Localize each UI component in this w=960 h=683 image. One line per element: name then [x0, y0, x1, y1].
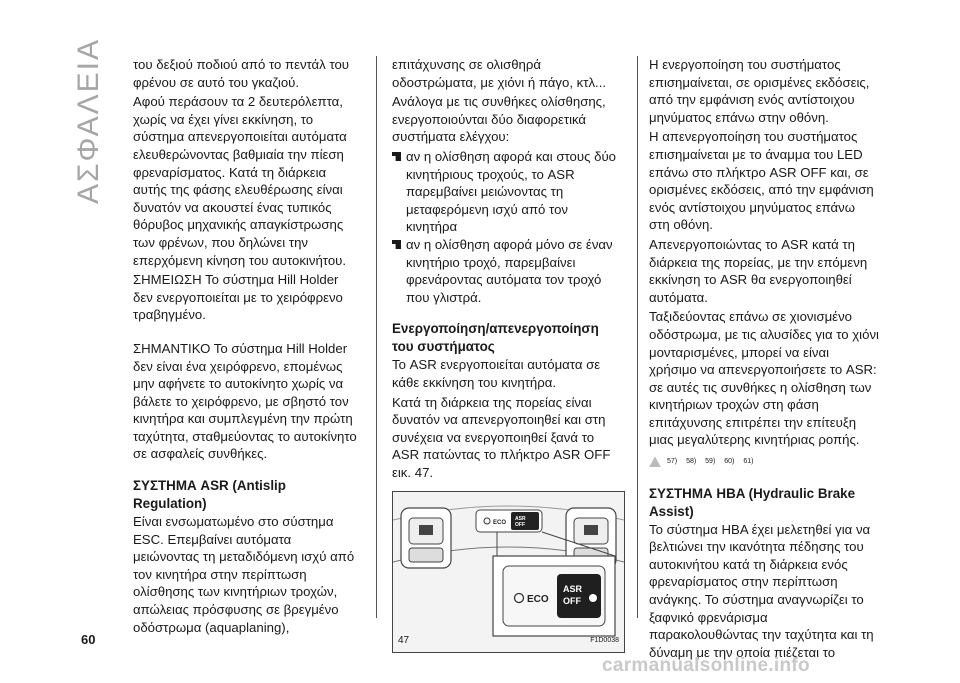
column-divider-2: [637, 56, 638, 618]
warning-ref: 59): [705, 458, 716, 466]
warning-references: [649, 453, 879, 471]
warning-ref: 57): [667, 458, 678, 466]
warning-ref: 58): [686, 458, 697, 466]
page-number: 60: [81, 632, 96, 647]
list-item-text: αν η ολίσθηση αφορά και στους δύο κινητήριους τροχούς, το ASR παρεμβαίνει μειώνοντας τη μεταφερόμενη ισχύ από τον κινητήρα: [406, 148, 616, 235]
paragraph: Είναι ενσωματωμένο στο σύστημα ESC. Επεμβαίνει αυτόματα μειώνοντας τη μεταδιδόμενη ισχύ από τον κινητήρα στην περίπτωση ολίσθησης των κινητήριων τροχών, απώλειας πρόσφυσης σε βρεγμένο οδόστρωμα (aquaplaning),: [133, 514, 355, 635]
warning-ref: 60): [724, 458, 735, 466]
asr-led-icon: [589, 594, 597, 602]
note-paragraph: ΣΗΜΕΙΩΣΗ Το σύστημα Hill Holder δεν ενεργοποιείται με το χειρόφρενο τραβηγμένο.: [133, 272, 343, 323]
paragraph: Ανάλογα με τις συνθήκες ολίσθησης, ενεργοποιούνται δύο διαφορετικά συστήματα ελέγχου:: [392, 94, 606, 145]
eco-label: ECO: [527, 594, 549, 606]
paragraph: Απενεργοποιώντας το ASR κατά τη διάρκεια της πορείας, με την επόμενη εκκίνηση το ASR θα ενεργοποιηθεί αυτόματα.: [649, 236, 868, 305]
important-paragraph: ΣΗΜΑΝΤΙΚΟ Το σύστημα Hill Holder δεν είναι ένα χειρόφρενο, επομένως μην αφήνετε το αυτοκίνητο χωρίς να βάλετε το χειρόφρενο, με σβηστό τον κινητήρα και συμπλεγμένη την πρώτη ταχύτητα, σταθμεύοντας το αυτοκίνητο σε ασφαλείς συνθήκες.: [133, 340, 357, 462]
small-off-label: OFF: [515, 522, 525, 529]
figure-asr-switch: [392, 491, 625, 653]
paragraph: Η ενεργοποίηση του συστήματος επισημαίνεται, σε ορισμένες εκδόσεις, από την εμφάνιση ενός αντίστοιχου μηνύματος επάνω στην οθόνη.: [649, 57, 870, 125]
paragraph: επιτάχυνσης σε ολισθηρά οδοστρώματα, με χιόνι ή πάγο, κτλ...: [392, 57, 607, 90]
watermark: carmanualsonline.info: [602, 655, 810, 676]
paragraph: Το ASR ενεργοποιείται αυτόματα σε κάθε εκκίνηση του κινητήρα.: [392, 357, 601, 390]
paragraph: Το σύστημα HBA έχει μελετηθεί για να βελτιώνει την ικανότητα πέδησης του αυτοκινήτου κατά τη διάρκεια ενός φρεναρίσματος στην περίπτωση ανάγκης. Το σύστημα αναγνωρίζει το ξαφνικό φρενάρισμα παρακολουθώντας την ταχύτητα και τη δύναμη με την οποία πιέζεται το: [649, 521, 874, 660]
asr-label: ASR: [563, 584, 583, 595]
paragraph: Ταξιδεύοντας επάνω σε χιονισμένο οδόστρωμα, με τις αλυσίδες για το χιόνι μονταρισμένες, μπορεί να είναι χρήσιμο να απενεργοποιήσετε το ASR: σε αυτές τις συνθήκες η ολίσθηση των κινητήριων τροχών στη φάση επιτάχυνσης επιτρέπει την επίτευξη μιας μεγαλύτερης κινητήριας ροπής.: [649, 309, 879, 448]
column-divider-1: [376, 56, 377, 618]
bullet-arrow-icon: [392, 240, 401, 249]
paragraph: Αφού περάσουν τα 2 δευτερόλεπτα, χωρίς να έχει γίνει εκκίνηση, το σύστημα απενεργοποιείται αυτόματα ελευθερώνοντας βαθμιαία την πίεση φρεναρίσματος. Κατά τη διάρκεια αυτής της φάσης ελευθέρωσης είναι δυνατόν να ακουστεί ένας τυπικός θόρυβος μηχανικής απαγκίστρωσης των φρένων, που δηλώνει την επερχόμενη κίνηση του αυτοκινήτου.: [133, 94, 347, 268]
paragraph: Κατά τη διάρκεια της πορείας είναι δυνατόν να απενεργοποιηθεί και στη συνέχεια να ενεργοποιηθεί ξανά το ASR πατώντας το πλήκτρο ASR OFF εικ. 47.: [392, 394, 611, 480]
figure-number: 47: [398, 634, 410, 646]
warning-ref: 61): [743, 458, 754, 466]
section-heading-hba: ΣΥΣΤΗΜΑ HBA (Hydraulic Brake Assist): [649, 485, 856, 519]
paragraph: Η απενεργοποίηση του συστήματος επισημαίνεται με το άναμμα του LED επάνω στο πλήκτρο ASR OFF και, σε ορισμένες εκδόσεις, από την εμφάνιση ενός αντίστοιχου μηνύματος επάνω στη οθόνη.: [649, 129, 874, 233]
list-item: [392, 236, 622, 306]
section-title-vertical: ΑΣΦΑΛΕΙΑ: [72, 38, 105, 205]
figure-code: F1D0038: [590, 636, 619, 644]
column-3: [649, 56, 879, 663]
switch-panel-illustration: [393, 492, 624, 652]
list-item-text: αν η ολίσθηση αφορά μόνο σε έναν κινητήριο τροχό, παρεμβαίνει φρενάροντας αυτόματα τον τροχό που γλιστρά.: [406, 236, 613, 305]
list-item: [392, 148, 622, 236]
paragraph: του δεξιού ποδιού από το πεντάλ του φρένου σε αυτό του γκαζιού.: [133, 57, 350, 90]
section-heading-activation: Ενεργοποίηση/απενεργοποίηση του συστήματος: [392, 321, 599, 355]
bullet-arrow-icon: [392, 152, 401, 161]
column-2: [392, 56, 622, 653]
column-1: [133, 56, 361, 638]
small-asr-label: ASR: [515, 516, 526, 523]
off-label: OFF: [563, 596, 581, 607]
section-heading-asr: ΣΥΣΤΗΜΑ ASR (Antislip Regulation): [133, 478, 286, 512]
small-eco-label: ECO: [493, 520, 507, 527]
warning-triangle-icon: [649, 456, 661, 467]
